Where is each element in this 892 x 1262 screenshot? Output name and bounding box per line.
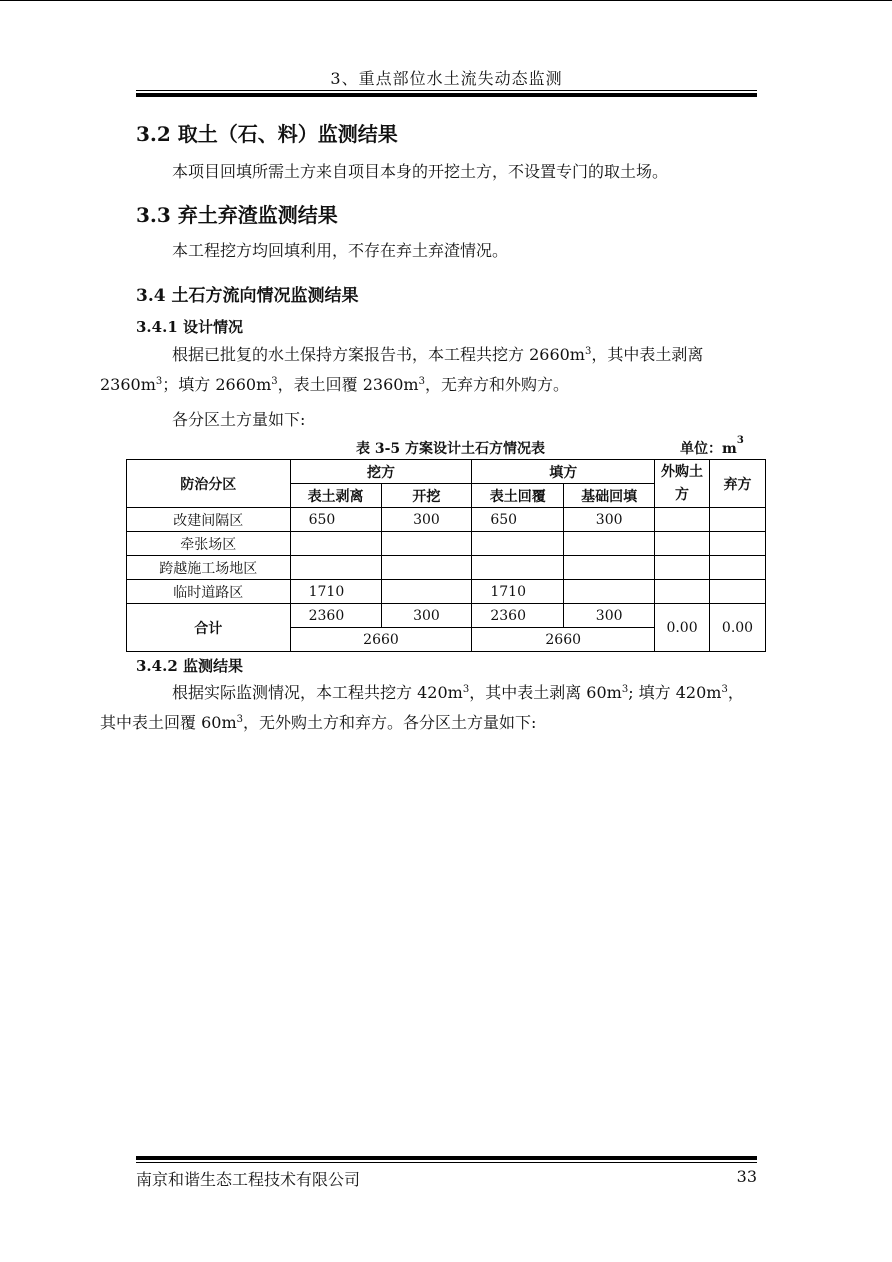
header-rule-thin bbox=[136, 90, 757, 91]
page-top-border bbox=[0, 0, 892, 1]
paragraph-3-4-2-result: 根据实际监测情况，本工程共挖方 $420m^3$，其中表土剥离 $60m^3$; 填方 $420m^3$， 其中表土回覆 $60m^3$，无外购土方和弃方。各分区土方量如下: bbox=[100, 683, 744, 732]
zone-cell: 跨越施工场地区 bbox=[127, 556, 291, 580]
header-spoil: 弃方 bbox=[710, 460, 766, 508]
excav-cell bbox=[381, 580, 472, 604]
header-fill: 填方 bbox=[472, 460, 655, 484]
spoil-cell bbox=[710, 532, 766, 556]
strip-cell bbox=[290, 532, 381, 556]
footer-company: 南京和谐生态工程技术有限公司 bbox=[136, 1170, 361, 1189]
page-number: 33 bbox=[736, 1167, 757, 1186]
table-row bbox=[127, 508, 766, 532]
cover-cell: 1710 bbox=[472, 580, 564, 604]
cover-cell: 650 bbox=[472, 508, 564, 532]
strip-cell bbox=[290, 556, 381, 580]
table-unit: 单位：$m^3$ bbox=[680, 435, 744, 457]
total-purchase: 0.00 bbox=[655, 604, 710, 652]
zone-cell: 牵张场区 bbox=[127, 532, 291, 556]
total-excav: 300 bbox=[381, 604, 472, 628]
purchase-cell bbox=[655, 580, 710, 604]
paragraph-3-2: 本项目回填所需土方来自项目本身的开挖土方，不设置专门的取土场。 bbox=[172, 162, 669, 181]
earthwork-table bbox=[126, 459, 766, 652]
table-row bbox=[127, 580, 766, 604]
found-cell bbox=[564, 556, 655, 580]
table-caption: 表 3-5 方案设计土石方情况表 bbox=[356, 441, 546, 457]
paragraph-3-3: 本工程挖方均回填利用，不存在弃土弃渣情况。 bbox=[172, 241, 509, 260]
heading-3-4-2: 3.4.2 监测结果 bbox=[136, 657, 243, 675]
found-cell bbox=[564, 532, 655, 556]
total-row bbox=[127, 604, 766, 628]
table-row bbox=[127, 556, 766, 580]
total-found: 300 bbox=[564, 604, 655, 628]
found-cell bbox=[564, 580, 655, 604]
zone-cell: 临时道路区 bbox=[127, 580, 291, 604]
zone-cell: 改建间隔区 bbox=[127, 508, 291, 532]
footer-rule-thin bbox=[136, 1162, 757, 1163]
heading-3-4: 3.4 土石方流向情况监测结果 bbox=[136, 286, 359, 306]
excav-cell bbox=[381, 532, 472, 556]
purchase-cell bbox=[655, 532, 710, 556]
heading-3-2: 3.2 取土（石、料）监测结果 bbox=[136, 122, 398, 146]
spoil-cell bbox=[710, 508, 766, 532]
cover-cell bbox=[472, 532, 564, 556]
spoil-cell bbox=[710, 580, 766, 604]
total-strip: 2360 bbox=[290, 604, 381, 628]
total-fill-sum: 2660 bbox=[472, 628, 655, 652]
header-zone: 防治分区 bbox=[127, 460, 291, 508]
paragraph-3-4-1-intro: 各分区土方量如下: bbox=[172, 410, 306, 429]
purchase-cell bbox=[655, 556, 710, 580]
header-cut: 挖方 bbox=[290, 460, 472, 484]
table-row bbox=[127, 532, 766, 556]
strip-cell: 650 bbox=[290, 508, 381, 532]
paragraph-3-4-1-design: 根据已批复的水土保持方案报告书，本工程共挖方 $2660m^3$，其中表土剥离 $2360m^3$；填方 $2660m^3$，表土回覆 $2360m^3$，无弃方和外购方。 bbox=[100, 345, 704, 394]
header-excavation: 开挖 bbox=[381, 484, 472, 508]
header-foundation-fill: 基础回填 bbox=[564, 484, 655, 508]
excav-cell: 300 bbox=[381, 508, 472, 532]
heading-3-4-1: 3.4.1 设计情况 bbox=[136, 318, 243, 336]
header-purchase: 外购土方 bbox=[655, 460, 710, 508]
total-label: 合计 bbox=[127, 604, 291, 652]
purchase-cell bbox=[655, 508, 710, 532]
footer-rule-thick bbox=[136, 1156, 757, 1160]
header-topsoil-cover: 表土回覆 bbox=[472, 484, 564, 508]
cover-cell bbox=[472, 556, 564, 580]
heading-3-3: 3.3 弃土弃渣监测结果 bbox=[136, 203, 338, 227]
spoil-cell bbox=[710, 556, 766, 580]
total-cover: 2360 bbox=[472, 604, 564, 628]
header-rule-thick bbox=[136, 93, 757, 97]
total-spoil: 0.00 bbox=[710, 604, 766, 652]
total-cut-sum: 2660 bbox=[290, 628, 472, 652]
strip-cell: 1710 bbox=[290, 580, 381, 604]
running-header-title: 3、重点部位水土流失动态监测 bbox=[330, 69, 563, 88]
found-cell: 300 bbox=[564, 508, 655, 532]
excav-cell bbox=[381, 556, 472, 580]
header-topsoil-strip: 表土剥离 bbox=[290, 484, 381, 508]
